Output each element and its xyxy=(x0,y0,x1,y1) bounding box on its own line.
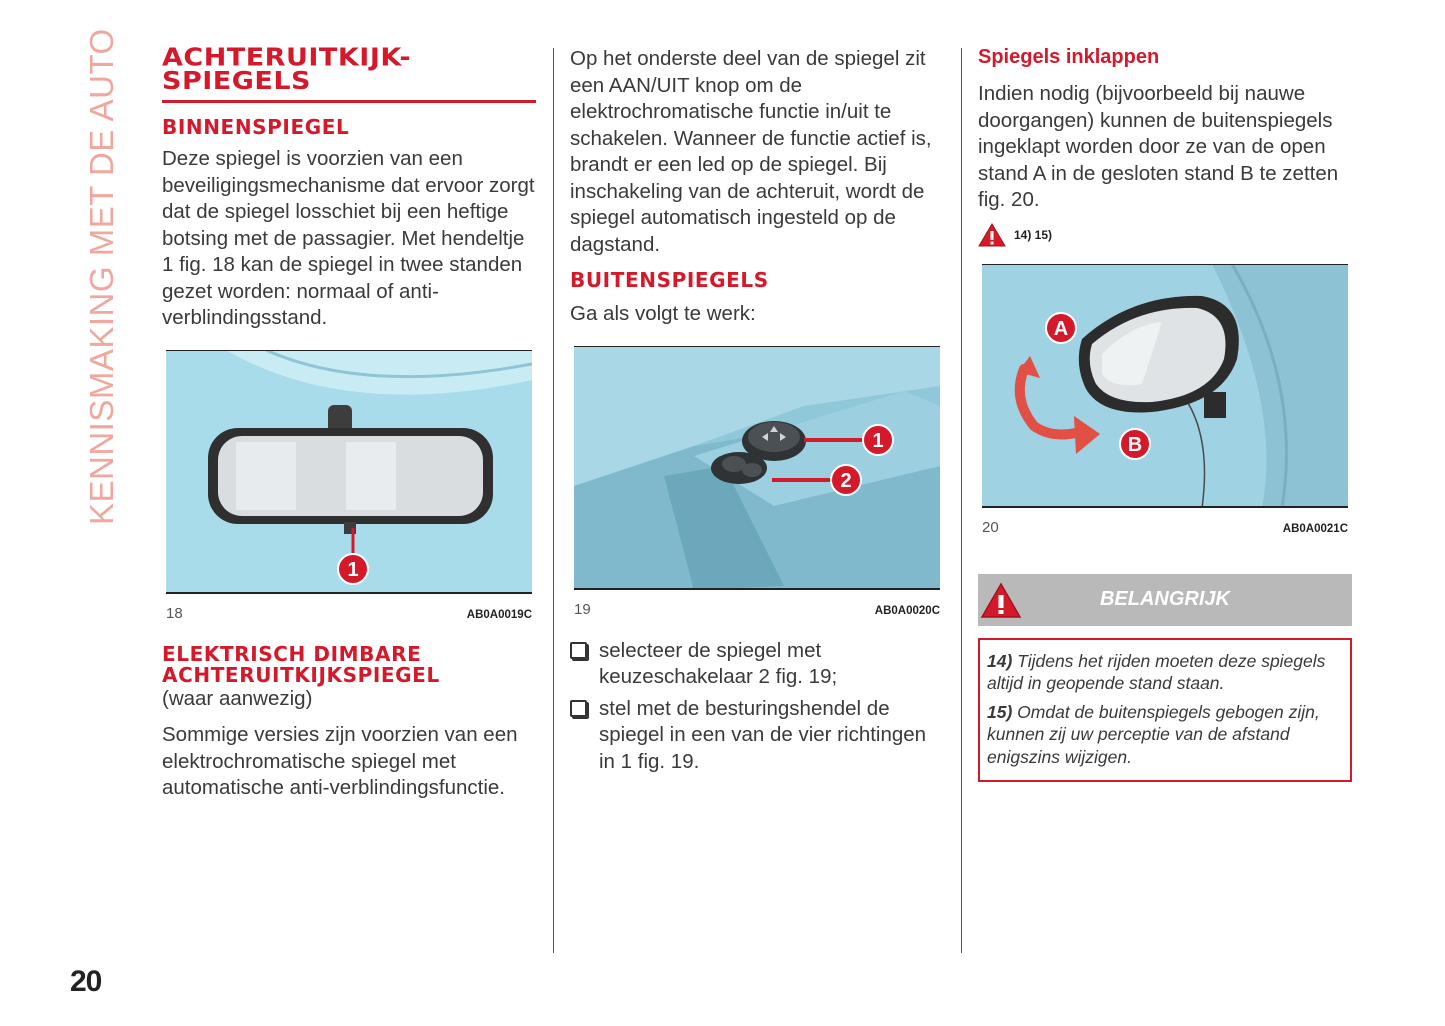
note-15 xyxy=(987,701,1343,769)
section-text-binnenspiegel: Deze spiegel is voorzien van een beveiligingsmechanisme dat ervoor zorgt dat de spiegel losschiet bij een heftige botsing met de passagier. Met hendeltje 1 fig. 18 kan de spiegel in twee standen gezet worden: normaal of anti-verblindingsstand. xyxy=(162,147,535,329)
page-title xyxy=(162,43,536,96)
warning-refs: 14) 15) xyxy=(1014,227,1053,242)
instructions-lead: Ga als volgt te werk: xyxy=(570,302,756,325)
figure-caption xyxy=(574,601,940,618)
warning-triangle-icon xyxy=(978,222,1006,248)
callout-1: 1 xyxy=(347,558,359,581)
figure-number: 20 xyxy=(982,518,999,536)
figure-number: 18 xyxy=(166,604,183,622)
chapter-title: KENNISMAKING MET DE AUTO xyxy=(83,28,120,525)
figure-19 xyxy=(574,346,940,618)
section-text-inklappen: Indien nodig (bijvoorbeeld bij nauwe doorgangen) kunnen de buitenspiegels ingeklapt worden door ze van de open stand A in de gesloten stand B te zetten fig. 20. xyxy=(978,82,1339,211)
folding-mirror-illustration xyxy=(982,264,1348,508)
warning-reference xyxy=(978,222,1352,248)
important-notes xyxy=(978,638,1352,783)
section-heading-dimbare xyxy=(162,641,536,687)
figure-caption xyxy=(166,605,532,622)
label-a: A xyxy=(1053,317,1069,340)
note-number: 15) xyxy=(987,701,1013,722)
list-item-text: stel met de besturingshendel de spiegel in een van de vier richtingen in 1 fig. 19. xyxy=(599,696,927,773)
figure-code: AB0A0020C xyxy=(874,604,940,617)
checkbox-bullet-icon xyxy=(570,700,587,717)
section-heading-line1: ELEKTRISCH DIMBARE xyxy=(162,641,422,666)
title-underline xyxy=(162,100,536,103)
rearview-mirror-illustration xyxy=(166,350,532,594)
door-switch-illustration xyxy=(574,346,940,590)
section-heading-binnenspiegel: BINNENSPIEGEL xyxy=(162,115,350,139)
page-title-line2: SPIEGELS xyxy=(162,67,311,96)
important-label: BELANGRIJK xyxy=(1099,588,1230,610)
section-heading-line2: ACHTERUITKIJKSPIEGEL xyxy=(162,662,440,687)
page-title-line1: ACHTERUITKIJK- xyxy=(162,43,412,72)
figure-code: AB0A0021C xyxy=(1282,522,1348,535)
figure-code: AB0A0019C xyxy=(466,608,532,621)
label-b: B xyxy=(1127,433,1143,456)
column-1 xyxy=(162,43,536,802)
list-item xyxy=(570,638,944,691)
figure-20 xyxy=(982,264,1348,536)
list-item xyxy=(570,696,944,776)
electrochromatic-text: Op het onderste deel van de spiegel zit een AAN/UIT knop om de elektrochromatische functie in/uit te schakelen. Wanneer de functie actief is, brandt er een led op de spiegel. Bij inschakeling van de achteruit, wordt de spiegel automatisch ingesteld op de dagstand. xyxy=(570,47,932,256)
note-text: Omdat de buitenspiegels gebogen zijn, kunnen zij uw perceptie van de afstand enigszins wijzigen. xyxy=(987,701,1320,767)
callout-1: 1 xyxy=(872,429,884,452)
figure-18 xyxy=(166,350,532,622)
callout-2: 2 xyxy=(840,469,852,492)
column-2 xyxy=(570,46,944,775)
note-text: Tijdens het rijden moeten deze spiegels altijd in geopende stand staan. xyxy=(987,650,1326,693)
figure-caption xyxy=(982,519,1348,536)
figure-number: 19 xyxy=(574,600,591,618)
column-divider xyxy=(553,48,554,953)
list-item-text: selecteer de spiegel met keuzeschakelaar 2 fig. 19; xyxy=(599,638,838,688)
page-number: 20 xyxy=(70,965,102,998)
note-number: 14) xyxy=(987,650,1013,671)
section-heading-inklappen: Spiegels inklappen xyxy=(978,46,1160,68)
section-text-dimbare: Sommige versies zijn voorzien van een elektrochromatische spiegel met automatische anti-verblindingsfunctie. xyxy=(162,723,518,799)
section-heading-buitenspiegels: BUITENSPIEGELS xyxy=(570,268,769,292)
note-14 xyxy=(987,650,1343,695)
section-subtitle: (waar aanwezig) xyxy=(162,686,313,710)
column-3 xyxy=(978,46,1352,782)
warning-triangle-icon xyxy=(980,582,1022,620)
column-divider xyxy=(961,48,962,953)
important-callout-header xyxy=(978,574,1352,626)
checkbox-bullet-icon xyxy=(570,642,587,659)
